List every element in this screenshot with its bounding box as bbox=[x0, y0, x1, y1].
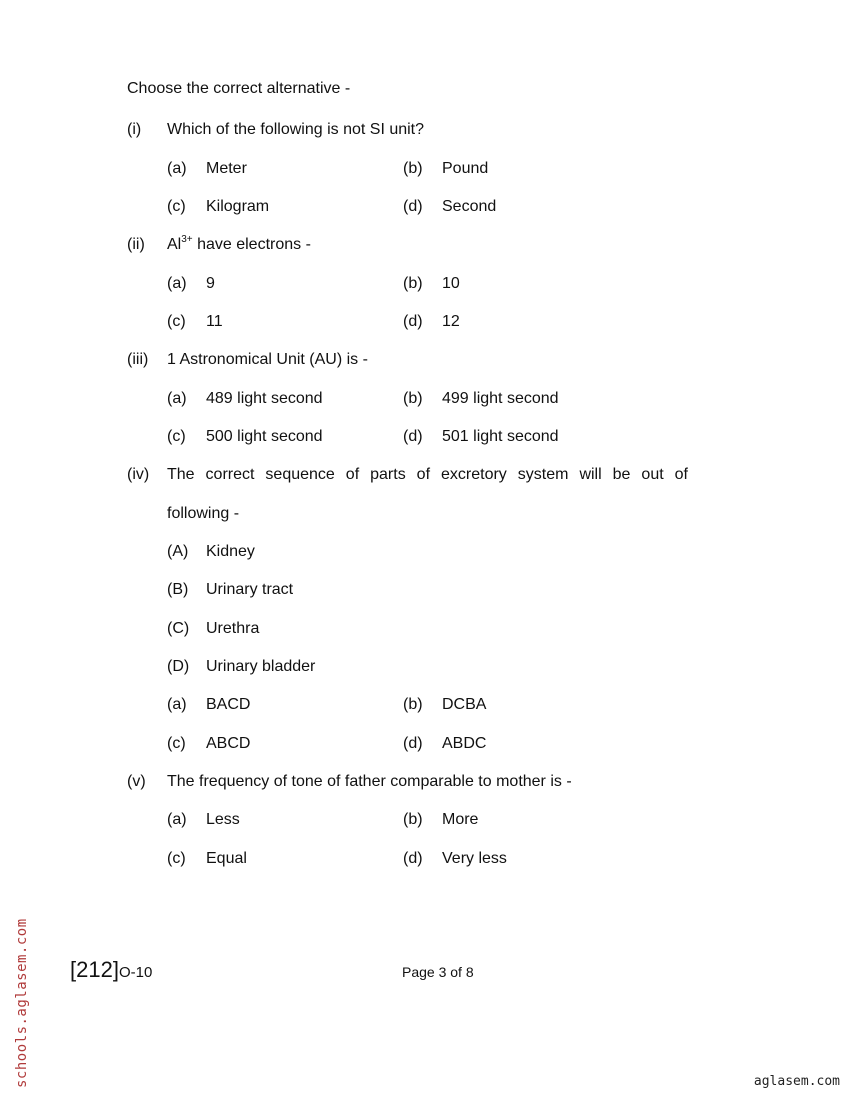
option-label: (a) bbox=[167, 390, 187, 407]
question-text-line-2: following - bbox=[167, 505, 240, 522]
option-text: 11 bbox=[206, 313, 223, 330]
paper-code-main: [212] bbox=[70, 957, 119, 982]
option-label: (c) bbox=[167, 428, 186, 445]
question-text: 1 Astronomical Unit (AU) is - bbox=[167, 351, 368, 368]
option-label: (c) bbox=[167, 313, 186, 330]
option-label: (b) bbox=[403, 160, 423, 177]
option-label: (b) bbox=[403, 811, 423, 828]
option-text: Second bbox=[442, 198, 497, 215]
item-label: (A) bbox=[167, 543, 189, 560]
option-label: (c) bbox=[167, 850, 186, 867]
superscript-charge: 3+ bbox=[181, 233, 193, 245]
question-text-part: have electrons - bbox=[192, 236, 311, 253]
question-number: (v) bbox=[127, 773, 146, 790]
item-text: Kidney bbox=[206, 543, 255, 560]
option-label: (d) bbox=[403, 198, 423, 215]
question-number: (iii) bbox=[127, 351, 149, 368]
option-text: ABDC bbox=[442, 735, 487, 752]
item-label: (D) bbox=[167, 658, 190, 675]
option-label: (b) bbox=[403, 275, 423, 292]
option-text: Less bbox=[206, 811, 240, 828]
question-text-part: Al bbox=[167, 236, 182, 253]
option-text: Very less bbox=[442, 850, 507, 867]
question-text-line-1: The correct sequence of parts of excretory system will be out of bbox=[167, 466, 688, 483]
option-text: BACD bbox=[206, 696, 251, 713]
paper-code bbox=[70, 957, 152, 986]
option-text: 499 light second bbox=[442, 390, 559, 407]
item-label: (B) bbox=[167, 581, 189, 598]
question-number: (ii) bbox=[127, 236, 145, 253]
option-label: (c) bbox=[167, 735, 186, 752]
item-text: Urinary tract bbox=[206, 581, 294, 598]
option-text: Kilogram bbox=[206, 198, 270, 215]
option-label: (d) bbox=[403, 850, 423, 867]
paper-code-sub: O-10 bbox=[118, 964, 153, 981]
option-text: DCBA bbox=[442, 696, 487, 713]
option-text: 500 light second bbox=[206, 428, 323, 445]
option-text: 489 light second bbox=[206, 390, 323, 407]
option-label: (b) bbox=[403, 696, 423, 713]
item-text: Urinary bladder bbox=[206, 658, 316, 675]
option-label: (a) bbox=[167, 160, 187, 177]
option-label: (d) bbox=[403, 735, 423, 752]
page-number: Page 3 of 8 bbox=[402, 964, 474, 980]
instruction-text: Choose the correct alternative - bbox=[127, 80, 351, 97]
question-text: Which of the following is not SI unit? bbox=[167, 121, 425, 138]
option-label: (a) bbox=[167, 811, 187, 828]
option-label: (d) bbox=[403, 313, 423, 330]
option-label: (a) bbox=[167, 696, 187, 713]
corner-watermark: aglasem.com bbox=[753, 1074, 840, 1089]
option-text: ABCD bbox=[206, 735, 251, 752]
vertical-watermark: schools.aglasem.com bbox=[14, 918, 30, 1088]
option-label: (d) bbox=[403, 428, 423, 445]
option-text: Pound bbox=[442, 160, 489, 177]
option-text: 10 bbox=[442, 275, 460, 292]
option-label: (a) bbox=[167, 275, 187, 292]
question-number: (i) bbox=[127, 121, 142, 138]
option-text: 9 bbox=[206, 275, 215, 292]
question-text: The frequency of tone of father comparable to mother is - bbox=[167, 773, 572, 790]
question-number: (iv) bbox=[127, 466, 150, 483]
option-text: Meter bbox=[206, 160, 247, 177]
item-label: (C) bbox=[167, 620, 190, 637]
option-label: (c) bbox=[167, 198, 186, 215]
option-label: (b) bbox=[403, 390, 423, 407]
option-text: More bbox=[442, 811, 479, 828]
option-text: 12 bbox=[442, 313, 460, 330]
item-text: Urethra bbox=[206, 620, 260, 637]
option-text: Equal bbox=[206, 850, 247, 867]
option-text: 501 light second bbox=[442, 428, 559, 445]
question-text bbox=[167, 235, 311, 255]
